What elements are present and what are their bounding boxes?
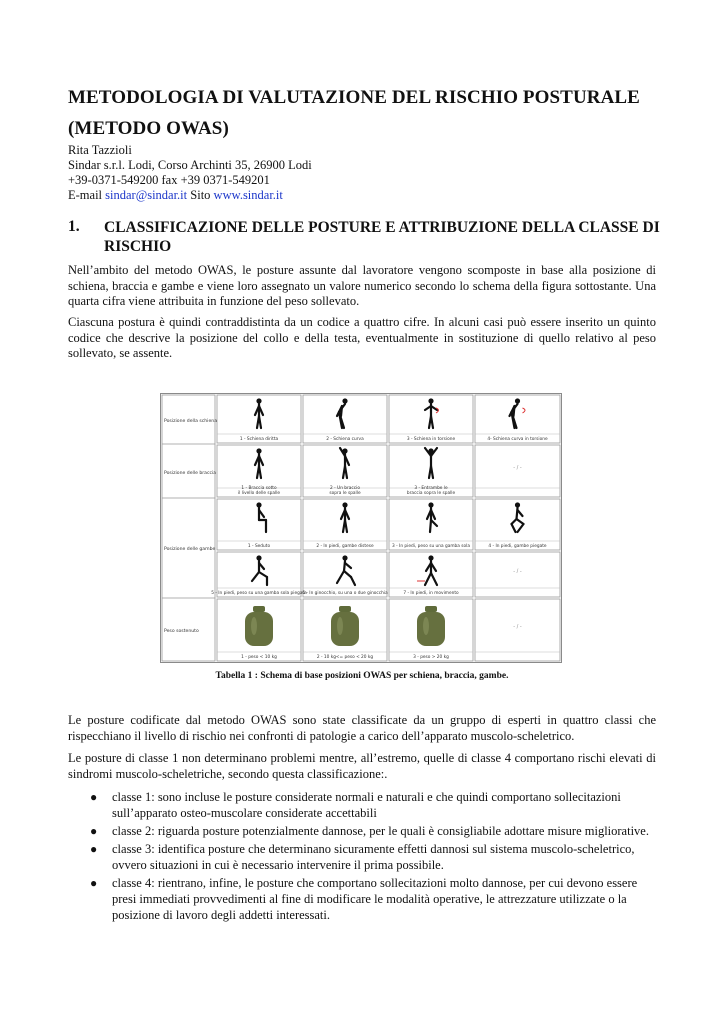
figure-head — [428, 398, 433, 403]
owas-table-svg — [161, 394, 561, 662]
weight-shine — [423, 617, 429, 635]
cell-caption: 2 - In piedi, gambe distese — [316, 544, 374, 549]
cell-caption: 6 - In ginocchio, su una o due ginocchia — [302, 591, 388, 596]
author-contacts — [68, 188, 312, 203]
class-2-text: classe 2: riguarda posture potenzialmente dannose, per le quali è consigliabile adottare misure migliorative. — [112, 824, 649, 838]
cell-caption: 3 - Schiena in torsione — [406, 437, 456, 442]
weight-body — [417, 612, 445, 646]
document-title — [68, 82, 656, 144]
author-address: Sindar s.r.l. Lodi, Corso Archinti 35, 26900 Lodi — [68, 158, 312, 172]
table-cell — [475, 552, 560, 597]
cell-caption: 1 - peso < 10 kg — [241, 655, 277, 660]
cell-caption: braccia sopra le spalle — [406, 491, 456, 496]
section-number: 1. — [68, 218, 80, 235]
risk-classes-list — [90, 789, 656, 925]
cell-caption: 1 - Schiena diritta — [239, 437, 279, 442]
paragraph-3: Le posture codificate dal metodo OWAS sono state classificate da un gruppo di esperti in quattro classi che rispecchiano il livello di rischio nei confronti di patologie a carico dell’apparato muscolo-scheletrico. — [68, 713, 656, 743]
weight-handle — [425, 606, 437, 612]
cell-caption: - / - — [513, 624, 522, 630]
owas-table-figure — [160, 393, 562, 663]
cell-caption: 3 - Entrambe le — [414, 486, 448, 491]
figure-head — [342, 555, 347, 560]
paragraph-2: Ciascuna postura è quindi contraddistinta da un codice a quattro cifre. In alcuni casi può essere inserito un quinto codice che descrive la posizione del collo e della testa, eventualmente in sostituzione di quello relativo al peso sollevato, se assente. — [68, 315, 656, 360]
cell-caption: 2 - Schiena curva — [326, 437, 364, 442]
class-3-text: classe 3: identifica posture che determinano sicuramente effetti dannosi sul sistema muscolo-scheletrico, ovvero situazioni in cui è necessario intervenire il prima possibile. — [112, 842, 635, 872]
cell-caption: 7 - In piedi, in movimento — [403, 591, 459, 596]
author-block — [68, 143, 312, 203]
list-item — [90, 841, 656, 873]
weight-shine — [337, 617, 343, 635]
title-line-1: METODOLOGIA DI VALUTAZIONE DEL RISCHIO POSTURALE — [68, 87, 640, 108]
list-item — [90, 875, 656, 923]
figure-head — [342, 398, 347, 403]
row-label: Posizione della schiena — [164, 419, 218, 424]
author-name: Rita Tazzioli — [68, 143, 132, 157]
figure-limb — [341, 406, 342, 416]
figure-head — [342, 502, 347, 507]
weight-body — [331, 612, 359, 646]
site-prefix: Sito — [187, 188, 214, 202]
cell-caption: 2 - Un braccio — [330, 486, 360, 491]
row-label: Peso sostenuto — [164, 629, 199, 634]
section-title: CLASSIFICAZIONE DELLE POSTURE E ATTRIBUZIONE DELLA CLASSE DI RISCHIO — [104, 219, 660, 255]
author-phone: +39-0371-549200 fax +39 0371-549201 — [68, 173, 270, 187]
cell-caption: 1 - Seduto — [247, 544, 271, 549]
label-column — [162, 395, 218, 661]
bullet-icon: ● — [90, 842, 98, 856]
list-item — [90, 823, 656, 839]
weight-handle — [339, 606, 351, 612]
cell-caption: 5 - In piedi, peso su una gamba sola piegata — [211, 591, 307, 596]
weight-handle — [253, 606, 265, 612]
figure-head — [515, 398, 520, 403]
cell-caption: 1 - Braccia sotto — [241, 486, 277, 491]
cell-caption: - / - — [513, 568, 522, 575]
class-1-text: classe 1: sono incluse le posture considerate normali e naturali e che quindi comportano sollecitazioni sull’apparato osteo-muscolare considerate accettabili — [112, 790, 621, 820]
cell-caption: - / - — [513, 465, 522, 471]
cell-caption: sopra le spalle — [329, 491, 361, 496]
class-4-text: classe 4: rientrano, infine, le posture che comportano sollecitazioni molto dannose, per cui devono essere presi immediati provvedimenti al fine di modificare le modalità operative, le attrezzature utilizzate o la posizione di lavoro degli addetti interessati. — [112, 876, 638, 922]
paragraph-4: Le posture di classe 1 non determinano problemi mentre, all’estremo, quelle di classe 4 comportano rischi elevati di sindromi muscolo-scheletriche, secondo questa classificazione:. — [68, 751, 656, 781]
bullet-icon: ● — [90, 824, 98, 838]
bullet-icon: ● — [90, 790, 98, 804]
weight-shine — [251, 617, 257, 635]
figure-head — [515, 502, 520, 507]
figure-limb — [430, 520, 431, 532]
cell-caption: 3 - peso > 20 kg — [413, 655, 449, 660]
cell-caption: 4 - In piedi, gambe piegate — [488, 544, 547, 549]
cell-caption: il livello delle spalle — [237, 491, 281, 496]
row-label: Posizione delle gambe — [164, 547, 216, 552]
bullet-icon: ● — [90, 876, 98, 890]
figure-head — [428, 555, 433, 560]
email-prefix: E-mail — [68, 188, 106, 202]
row-label: Posizione delle braccia — [164, 471, 217, 476]
figure-head — [256, 502, 261, 507]
cell-caption: 4- Schiena curva in torsione — [487, 437, 548, 442]
cell-caption: 2 - 10 kg<= peso < 20 kg — [316, 655, 374, 660]
table-caption: Tabella 1 : Schema di base posizioni OWAS per schiena, braccia, gambe. — [215, 671, 509, 681]
figure-head — [256, 398, 261, 403]
title-line-2: (METODO OWAS) — [68, 118, 229, 139]
paragraph-1: Nell’ambito del metodo OWAS, le posture assunte dal lavoratore vengono scomposte in base alla posizione di schiena, braccia e gambe e viene loro assegnato un valore numerico secondo lo schema della figura sottostante. Una quarta cifra viene attribuita in funzione del peso sollevato. — [68, 263, 656, 308]
figure-head — [428, 502, 433, 507]
weight-body — [245, 612, 273, 646]
cell-caption: 3 - In piedi, peso su una gamba sola — [392, 544, 470, 549]
list-item — [90, 789, 656, 821]
figure-limb — [514, 406, 515, 416]
site-link[interactable]: www.sindar.it — [213, 188, 283, 202]
figure-head — [256, 555, 261, 560]
email-link[interactable]: sindar@sindar.it — [105, 188, 188, 202]
table-cell — [475, 445, 560, 497]
figure-head — [256, 448, 261, 453]
